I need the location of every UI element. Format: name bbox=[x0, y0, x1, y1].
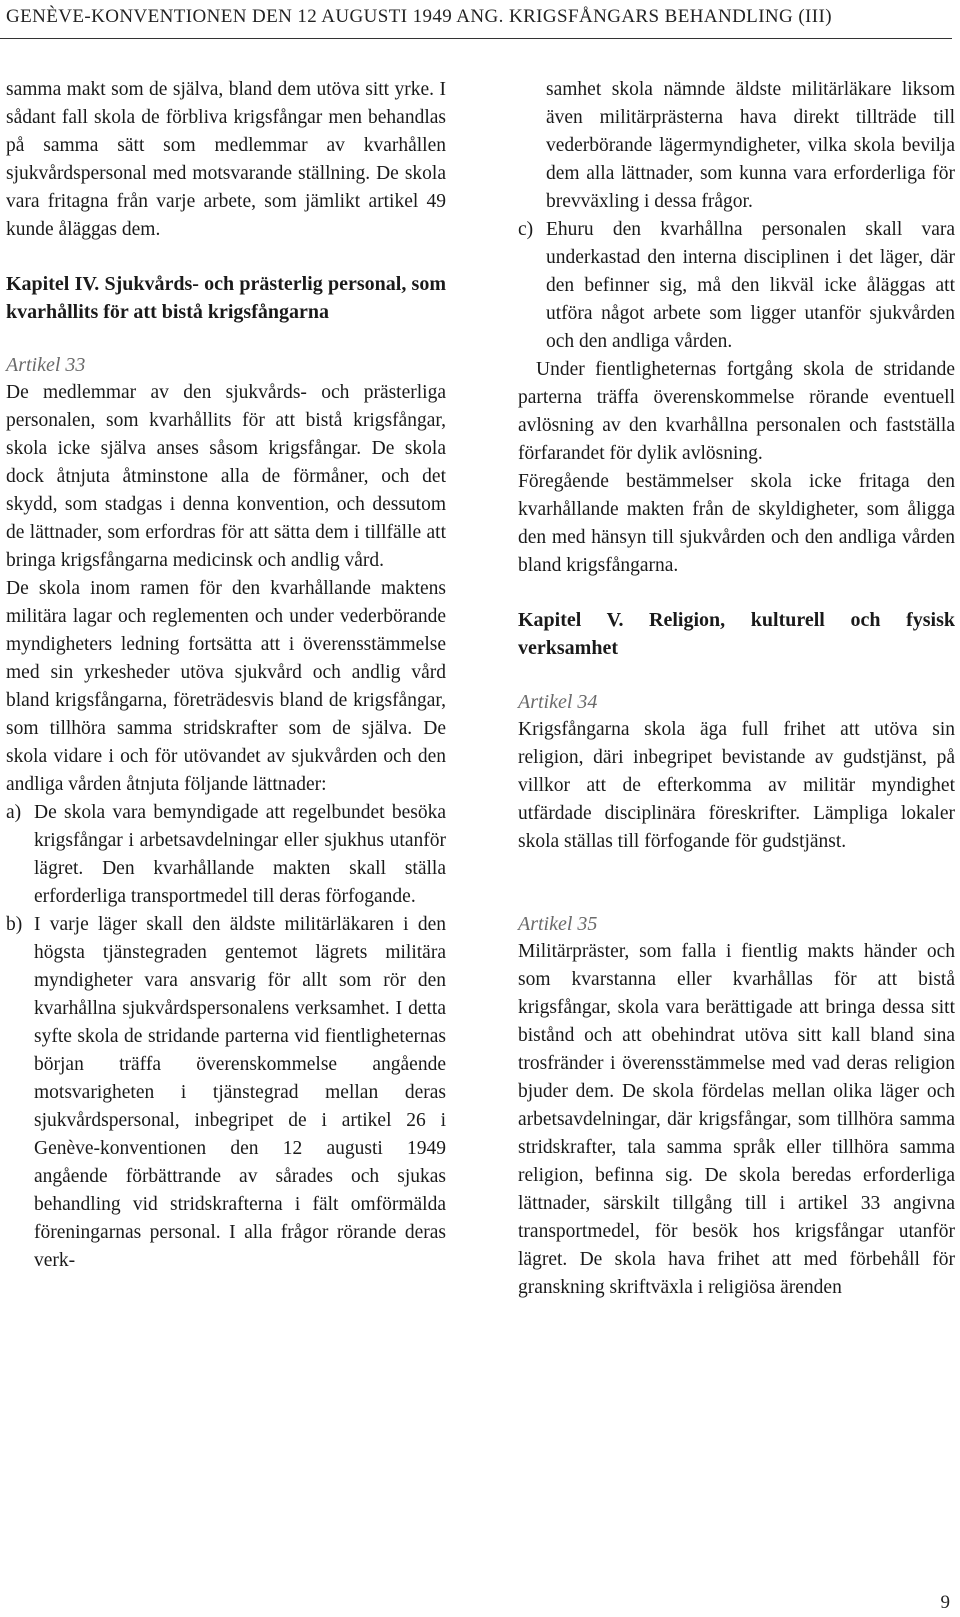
artikel-34-paragraph: Krigsfångarna skola äga full frihet att utöva sin religion, däri inbegripet bevistande av gudstjänst, på villkor att de efterkomma av militär myndighet utfärdade disciplinära föreskrifter. Lämpliga lokaler skola ställas till förfogande för gudstjänst. bbox=[518, 719, 955, 852]
continuation-paragraph: samma makt som de själva, bland dem utöva sitt yrke. I sådant fall skola de förbliva krigsfångar men behandlas på samma sätt som medlemmar av kvarhållen sjukvårdspersonal med motsvarande ställning. De skola vara fritagna från varje arbete, som jämlikt artikel 49 kunde åläggas dem. bbox=[6, 79, 446, 240]
list-item-b bbox=[6, 911, 446, 1275]
paragraph-fientligheter: Under fientligheternas fortgång skola de stridande parterna träffa överenskommelse rörande eventuell avlösning av den kvarhållna personalen och fastställa förfarandet för dylik avlösning. bbox=[518, 359, 955, 464]
list-marker-b: b) bbox=[6, 914, 23, 935]
chapter-iv-heading: Kapitel IV. Sjukvårds- och prästerlig personal, som kvarhållits för att bistå krigsfångarna bbox=[6, 273, 446, 323]
paragraph-foregaende: Föregående bestämmelser skola icke fritaga den kvarhållande makten från de skyldigheter, som åligga den med hänsyn till sjukvården och den andliga vården bland krigsfångarna. bbox=[518, 471, 955, 576]
list-text-a: De skola vara bemyndigade att regelbundet besöka krigsfångar i arbetsavdelningar eller sjukhus utanför lägret. Den kvarhållande makten skall ställa erforderliga transportmedel till deras förfogande. bbox=[34, 802, 446, 907]
artikel-35-paragraph: Militärpräster, som falla i fientlig makts händer och som kvarstanna eller kvarhållas för att bistå krigsfångar, skola vara berättigade att bringa dessa sitt bistånd och att obehindrat utöva sitt kall bland sina trosfränder i överensstämmelse med vad deras religion bjuder dem. De skola fördelas mellan olika läger och arbetsavdelningar, där krigsfångar, som tillhöra samma stridskrafter, tala samma språk eller tillhöra samma religion, befinna sig. De skola beredas erforderliga lättnader, särskilt tillgång till i artikel 33 angivna transportmedel, för besök hos krigsfångar utanför lägret. De skola hava frihet att med förbehåll för granskning skriftväxla i religiösa ärenden bbox=[518, 941, 955, 1298]
list-text-c: Ehuru den kvarhållna personalen skall vara underkastad den interna disciplinen i det läger, där den befinner sig, må den likväl icke åläggas att utföra något arbete som ligger utanför sjukvården och den andliga vården. bbox=[546, 219, 955, 352]
chapter-v-heading: Kapitel V. Religion, kulturell och fysisk verksamhet bbox=[518, 609, 955, 659]
artikel-35-heading: Artikel 35 bbox=[518, 913, 598, 935]
artikel-33-paragraph-1: De medlemmar av den sjukvårds- och prästerliga personalen, som kvarhållits för att bistå krigsfångar, skola icke själva anses såsom krigsfångar. De skola dock åtnjuta åtminstone alla de förmåner, och det skydd, som stadgas i denna konvention, och dessutom de lättnader, som erfordras för att sätta dem i tillfälle att bringa krigsfångarna medicinsk och andlig vård. bbox=[6, 382, 446, 571]
list-item-c bbox=[518, 216, 955, 356]
page-number: 9 bbox=[940, 1592, 950, 1613]
artikel-34-heading: Artikel 34 bbox=[518, 691, 598, 713]
header-rule bbox=[0, 38, 952, 39]
list-marker-c: c) bbox=[518, 219, 534, 240]
left-column bbox=[6, 76, 446, 1275]
running-header: GENÈVE-KONVENTIONEN DEN 12 AUGUSTI 1949 ANG. KRIGSFÅNGARS BEHANDLING (III) bbox=[6, 6, 832, 27]
list-item-b-continuation bbox=[518, 76, 955, 216]
list-text-b: I varje läger skall den äldste militärläkaren i den högsta tjänstegraden gentemot lägrets militära myndigheter vara ansvarig för allt som rör den kvarhållna sjukvårdspersonalens verksamhet. I detta syfte skola de stridande parterna vid fientligheternas början träffa överenskommelse angående motsvarigheten i tjänstegrad mellan deras sjukvårdspersonal, inbegripet de i artikel 26 i Genève-konventionen den 12 augusti 1949 angående förbättrande av sårades och sjukas behandling vid stridskrafterna i fält omförmälda föreningarnas personal. I alla frågor rörande deras verk- bbox=[34, 914, 446, 1271]
list-text-b-continuation: samhet skola nämnde äldste militärläkare liksom även militärprästerna hava direkt tillträde till vederbörande lägermyndigheter, vilka skola bevilja dem alla lättnader, som kunna vara erforderliga för brevväxling i dessa frågor. bbox=[546, 79, 955, 212]
list-marker-a: a) bbox=[6, 802, 22, 823]
list-item-a bbox=[6, 799, 446, 911]
right-column bbox=[518, 76, 955, 1302]
artikel-33-paragraph-2: De skola inom ramen för den kvarhållande maktens militära lagar och reglementen och under vederbörande myndigheters ledning fortsätta att i överensstämmelse med sin yrkesheder utöva sjukvård och andlig vård bland krigsfångarna, företrädesvis bland de krigsfångar, som tillhöra samma stridskrafter som de själva. De skola vidare i och för utövandet av sjukvården och den andliga vården åtnjuta följande lättnader: bbox=[6, 578, 446, 795]
artikel-33-heading: Artikel 33 bbox=[6, 354, 86, 376]
